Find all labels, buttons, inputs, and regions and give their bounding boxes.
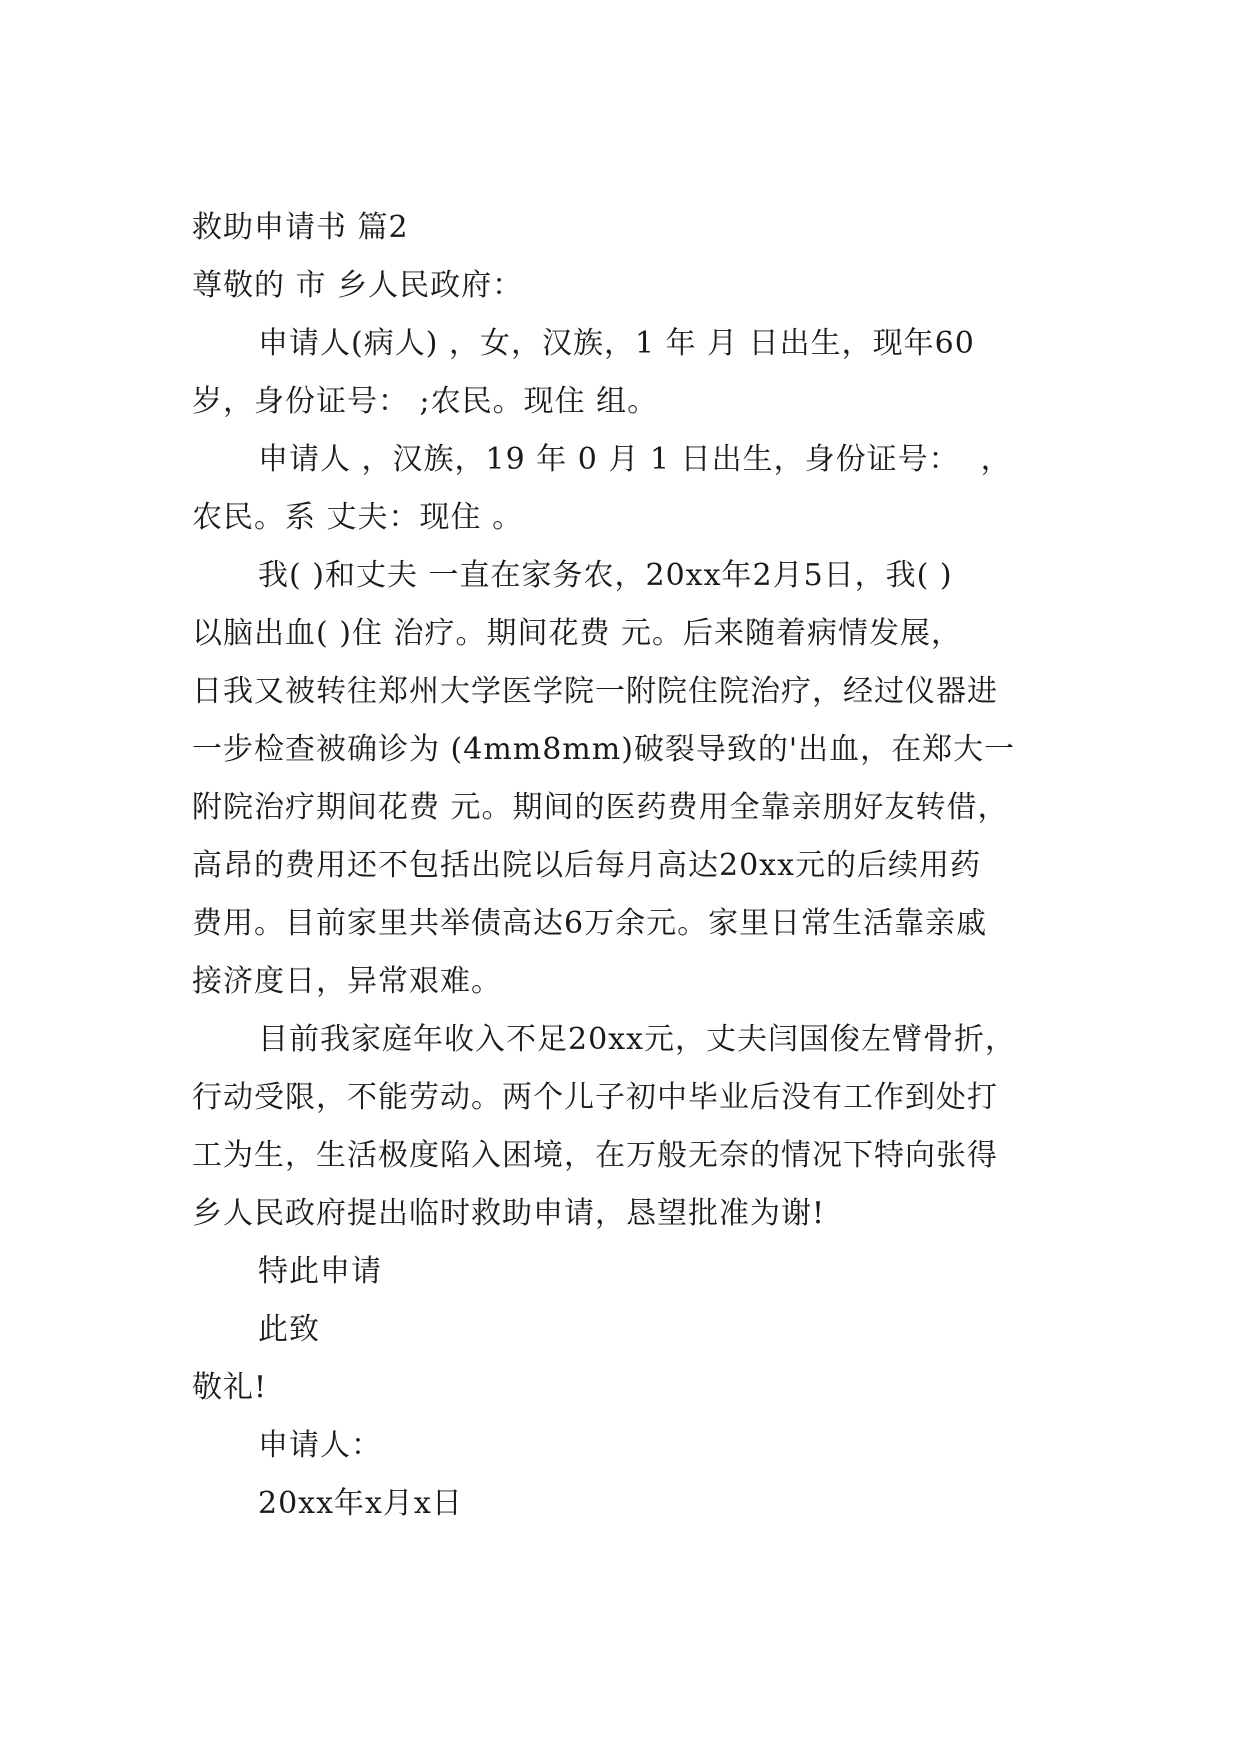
document-title: 救助申请书 篇2 bbox=[192, 210, 409, 245]
paragraph-line: 岁，身份证号： ;农民。现住 组。 bbox=[192, 384, 659, 419]
paragraph-line: 高昂的费用还不包括出院以后每月高达20xx元的后续用药 bbox=[192, 848, 982, 883]
paragraph-line: 工为生，生活极度陷入困境，在万般无奈的情况下特向张得 bbox=[192, 1138, 998, 1173]
closing-line: 敬礼! bbox=[192, 1370, 268, 1405]
paragraph-line: 日我又被转往郑州大学医学院一附院住院治疗，经过仪器进 bbox=[192, 674, 998, 709]
closing-line: 特此申请 bbox=[258, 1254, 382, 1289]
salutation: 尊敬的 市 乡人民政府： bbox=[192, 268, 524, 303]
paragraph-line: 接济度日，异常艰难。 bbox=[192, 964, 502, 999]
closing-line: 此致 bbox=[258, 1312, 320, 1347]
paragraph-line: 申请人(病人) ，女，汉族，1 年 月 日出生，现年60 bbox=[258, 326, 975, 361]
paragraph-line: 我( )和丈夫 一直在家务农，20xx年2月5日，我( ) bbox=[258, 558, 953, 593]
paragraph-line: 一步检查被确诊为 (4mm8mm)破裂导致的'出血，在郑大一 bbox=[192, 732, 1016, 767]
signature-label: 申请人： bbox=[258, 1428, 382, 1463]
paragraph-line: 以脑出血( )住 治疗。期间花费 元。后来随着病情发展， bbox=[192, 616, 963, 651]
paragraph-line: 费用。目前家里共举债高达6万余元。家里日常生活靠亲戚 bbox=[192, 906, 988, 941]
paragraph-line: 乡人民政府提出临时救助申请，恳望批准为谢! bbox=[192, 1196, 826, 1231]
paragraph-line: 附院治疗期间花费 元。期间的医药费用全靠亲朋好友转借， bbox=[192, 790, 1009, 825]
paragraph-line: 申请人 ，汉族，19 年 0 月 1 日出生，身份证号： ， bbox=[258, 442, 1012, 477]
date-line: 20xx年x月x日 bbox=[258, 1486, 463, 1521]
paragraph-line: 农民。系 丈夫：现住 。 bbox=[192, 500, 524, 535]
paragraph-line: 目前我家庭年收入不足20xx元，丈夫闫国俊左臂骨折， bbox=[258, 1022, 1017, 1057]
paragraph-line: 行动受限，不能劳动。两个儿子初中毕业后没有工作到处打 bbox=[192, 1080, 998, 1115]
